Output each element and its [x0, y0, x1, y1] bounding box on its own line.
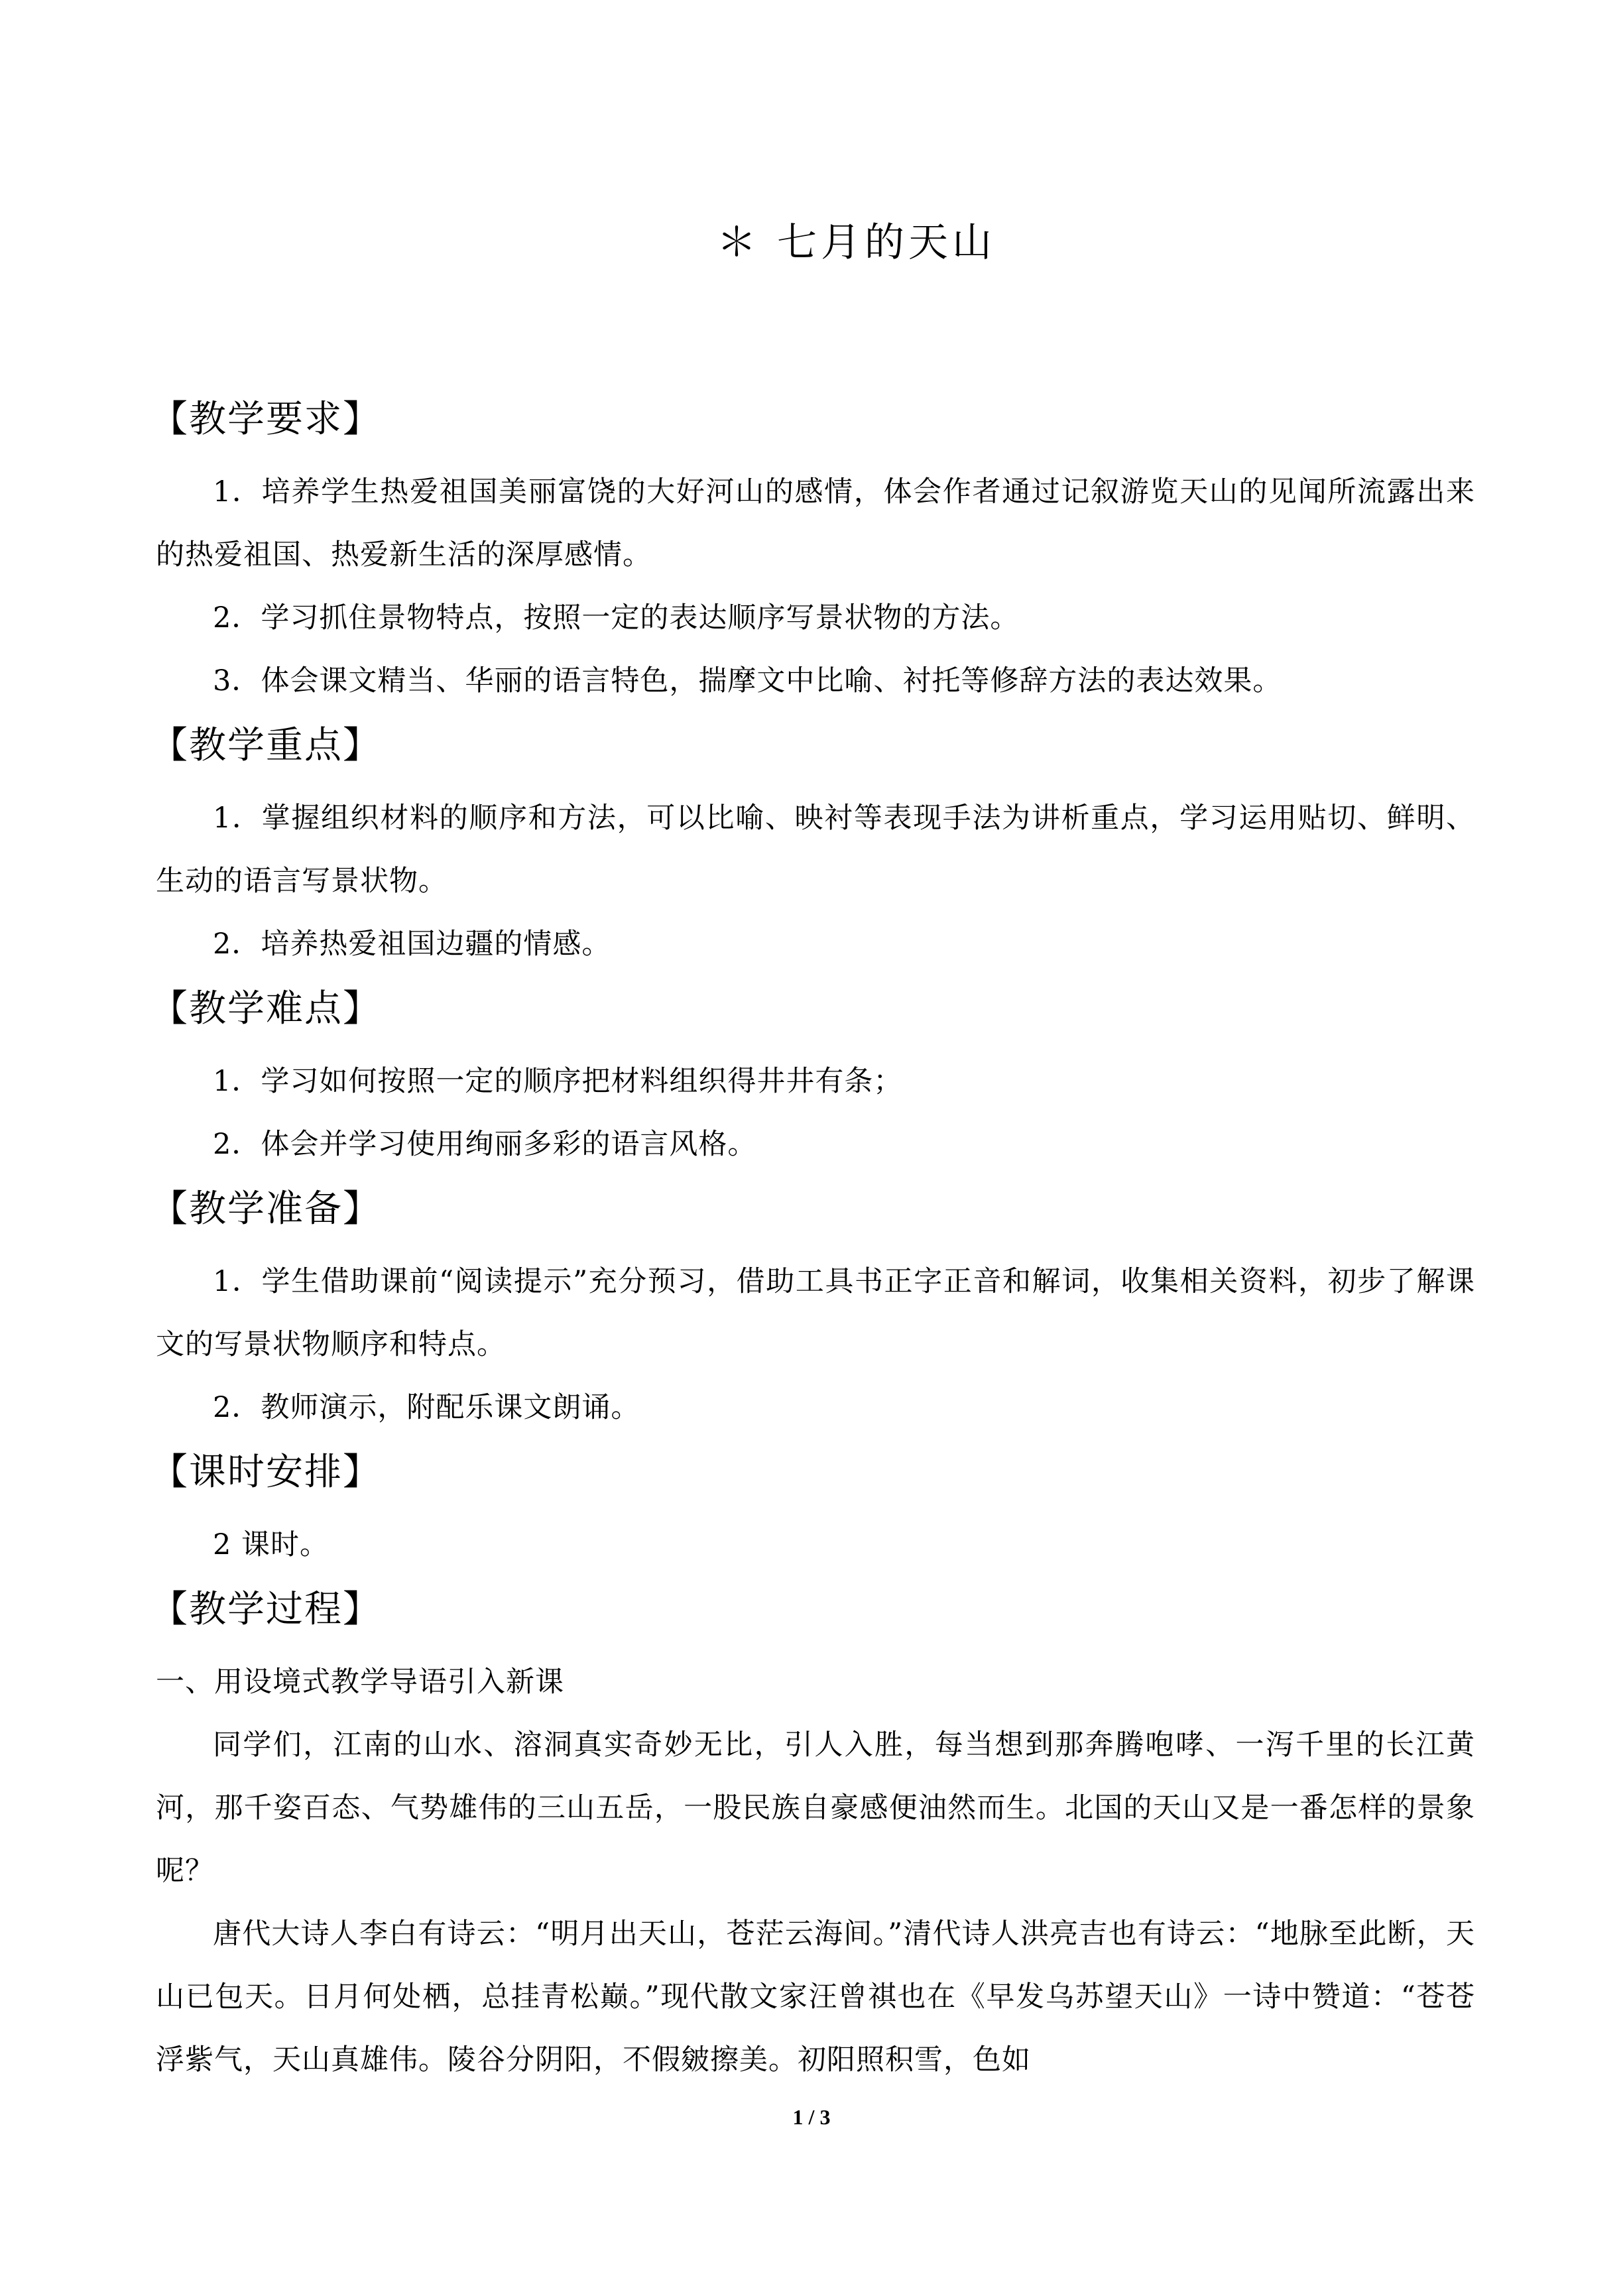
- process-paragraph-2: 唐代大诗人李白有诗云：“明月出天山，苍茫云海间。”清代诗人洪亮吉也有诗云：“地脉至此断，天山已包天。日月何处栖，总挂青松巅。”现代散文家汪曾祺也在《早发乌苏望天山》一诗中赞道：“苍苍浮紫气，天山真雄伟。陵谷分阴阳，不假皴擦美。初阳照积雪，色如: [156, 1917, 1475, 2077]
- preparation-item-2: 2．教师演示，附配乐课文朗诵。: [213, 1391, 640, 1424]
- heading-difficulties: 【教学难点】: [150, 987, 381, 1030]
- requirement-item-3: 3．体会课文精当、华丽的语言特色，揣摩文中比喻、衬托等修辞方法的表达效果。: [213, 664, 1282, 697]
- schedule-item-1: 2 课时。: [213, 1528, 330, 1561]
- key-point-item-1: 1．掌握组织材料的顺序和方法，可以比喻、映衬等表现手法为讲析重点，学习运用贴切、鲜明、生动的语言写景状物。: [156, 802, 1475, 898]
- requirement-item-1: 1．培养学生热爱祖国美丽富饶的大好河山的感情，体会作者通过记叙游览天山的见闻所流露出来的热爱祖国、热爱新生活的深厚感情。: [156, 475, 1475, 572]
- heading-preparation: 【教学准备】: [150, 1187, 381, 1231]
- requirement-item-2: 2．学习抓住景物特点，按照一定的表达顺序写景状物的方法。: [213, 601, 1020, 634]
- process-subheading: 一、用设境式教学导语引入新课: [156, 1665, 564, 1699]
- key-point-item-2: 2．培养热爱祖国边疆的情感。: [213, 928, 611, 961]
- heading-process: 【教学过程】: [150, 1588, 381, 1631]
- preparation-item-1: 1．学生借助课前“阅读提示”充分预习，借助工具书正字正音和解词，收集相关资料，初步了解课文的写景状物顺序和特点。: [156, 1265, 1475, 1361]
- heading-key-points: 【教学重点】: [150, 724, 381, 767]
- document-body: [150, 387, 1475, 2092]
- page-title: ＊ 七月的天山: [716, 219, 996, 266]
- page-number: 1 / 3: [792, 2105, 831, 2129]
- heading-schedule: 【课时安排】: [150, 1451, 381, 1494]
- difficulty-item-2: 2．体会并学习使用绚丽多彩的语言风格。: [213, 1128, 757, 1161]
- process-paragraph-1: 同学们，江南的山水、溶洞真实奇妙无比，引人入胜，每当想到那奔腾咆哮、一泻千里的长江黄河，那千姿百态、气势雄伟的三山五岳，一股民族自豪感便油然而生。北国的天山又是一番怎样的景象呢？: [156, 1728, 1475, 1888]
- difficulty-item-1: 1．学习如何按照一定的顺序把材料组织得井井有条；: [213, 1065, 903, 1098]
- heading-requirements: 【教学要求】: [150, 398, 381, 441]
